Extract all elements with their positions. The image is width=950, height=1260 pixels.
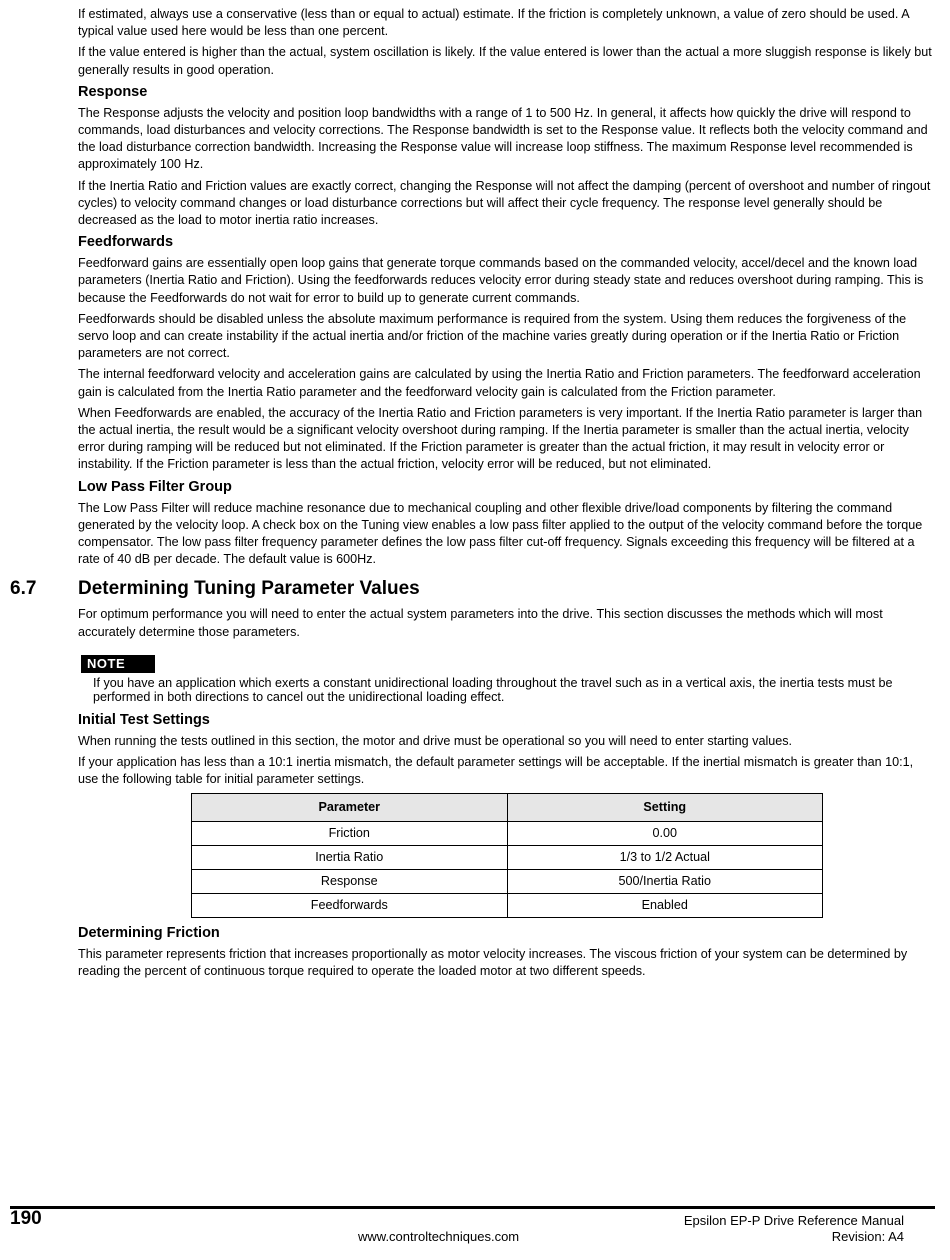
revision-label: Revision: A4 bbox=[831, 1229, 904, 1244]
table-cell-parameter: Response bbox=[192, 869, 508, 893]
page-number: 190 bbox=[10, 1208, 42, 1229]
feedforwards-paragraph-3: The internal feedforward velocity and acceleration gains are calculated by using the Inertia Ratio and Friction parameters. The feedforward acceleration gain is calculated from the Inertia Ratio parameter and the feedforward velocity gain is calculated from the Friction parameter. bbox=[78, 367, 921, 399]
initial-paragraph-1: When running the tests outlined in this section, the motor and drive must be operational so you will need to enter starting values. bbox=[78, 733, 793, 748]
note-badge: NOTE bbox=[81, 655, 155, 673]
table-row bbox=[192, 845, 823, 869]
friction-heading: Determining Friction bbox=[78, 924, 220, 941]
feedforwards-paragraph-2: Feedforwards should be disabled unless the absolute maximum performance is required from the system. Using them reduces the forgiveness of the servo loop and can create instability if the actual inertia and/or friction of the machine varies greatly during operation or if the Inertia Ratio or Friction parameters are not correct. bbox=[78, 311, 907, 361]
feedforwards-paragraph-4: When Feedforwards are enabled, the accuracy of the Inertia Ratio and Friction parameters is very important. If the Inertia Ratio parameter is larger than the actual inertia, the result would be a significant velocity overshoot during ramping. If the Inertia parameter is smaller than the actual inertia, velocity error during ramping will be reduced but not eliminated. If the Friction parameter is greater than the actual friction, it may result in velocity error or instability. If the Friction parameter is less than the actual friction, velocity error will be reduced, but not eliminated. bbox=[78, 405, 923, 472]
table-header-row bbox=[192, 793, 823, 821]
lowpass-heading: Low Pass Filter Group bbox=[78, 478, 232, 495]
table-cell-setting: 1/3 to 1/2 Actual bbox=[507, 845, 823, 869]
response-paragraph-2: If the Inertia Ratio and Friction values are exactly correct, changing the Response will not affect the damping (percent of overshoot and number of ringout cycles) to velocity command changes or load disturbance corrections but will affect their cycle frequency. The response level generally should be decreased as the load to motor inertia ratio increases. bbox=[78, 178, 931, 228]
table-cell-parameter: Inertia Ratio bbox=[192, 845, 508, 869]
table-header-parameter: Parameter bbox=[192, 793, 508, 821]
response-paragraph-1: The Response adjusts the velocity and position loop bandwidths with a range of 1 to 500 Hz. In general, it affects how quickly the drive will respond to commands, load disturbances and velocity corrections. The Response bandwidth is set to the Response value. It reflects both the velocity command and the load disturbance correction bandwidth. Increasing the Response value will increase loop stiffness. The maximum Response level recommended is approximately 100 Hz. bbox=[78, 105, 928, 172]
section-title bbox=[10, 578, 934, 600]
response-heading: Response bbox=[78, 83, 148, 100]
intro-paragraph-1: If estimated, always use a conservative (less than or equal to actual) estimate. If the friction is completely unknown, a value of zero should be used. A typical value used here would be less than one percent. bbox=[78, 7, 909, 39]
section-paragraph-1: For optimum performance you will need to enter the actual system parameters into the drive. This section discusses the methods which will most accurately determine those parameters. bbox=[78, 607, 883, 639]
table-cell-setting: 0.00 bbox=[507, 821, 823, 845]
table-row bbox=[192, 821, 823, 845]
lowpass-paragraph-1: The Low Pass Filter will reduce machine resonance due to mechanical coupling and other flexible drive/load components by filtering the command generated by the velocity loop. A check box on the Tuning view enables a low pass filter applied to the output of the velocity command before the torque compensator. The low pass filter frequency parameter defines the low pass filter cut-off frequency. Signals exceeding this frequency will be filtered at a rate of 40 dB per decade. The default value is 600Hz. bbox=[78, 500, 923, 567]
initial-parameter-table bbox=[191, 793, 823, 918]
page-content bbox=[10, 6, 934, 984]
table-cell-setting: 500/Inertia Ratio bbox=[507, 869, 823, 893]
website-link[interactable]: www.controltechniques.com bbox=[358, 1229, 520, 1244]
intro-paragraph-2: If the value entered is higher than the actual, system oscillation is likely. If the value entered is lower than the actual a more sluggish response is likely but generally results in good operation. bbox=[78, 45, 932, 77]
feedforwards-heading: Feedforwards bbox=[78, 234, 174, 251]
manual-title: Epsilon EP-P Drive Reference Manual bbox=[683, 1213, 904, 1228]
section-number: 6.7 bbox=[10, 578, 37, 600]
table-row bbox=[192, 869, 823, 893]
footer-divider bbox=[10, 1206, 935, 1209]
initial-settings-heading: Initial Test Settings bbox=[78, 711, 210, 728]
table-header-setting: Setting bbox=[507, 793, 823, 821]
friction-paragraph-1: This parameter represents friction that increases proportionally as motor velocity increases. The viscous friction of your system can be determined by reading the percent of continuous torque required to operate the loaded motor at two different speeds. bbox=[78, 946, 908, 978]
initial-paragraph-2: If your application has less than a 10:1 inertia mismatch, the default parameter settings will be acceptable. If the inertial mismatch is greater than 10:1, use the following table for initial parameter settings. bbox=[78, 755, 914, 787]
table-cell-parameter: Friction bbox=[192, 821, 508, 845]
table-cell-parameter: Feedforwards bbox=[192, 893, 508, 917]
note-text: If you have an application which exerts a constant unidirectional loading throughout the travel such as in a vertical axis, the inertia tests must be performed in both directions to cancel out the unidirectional loading effect. bbox=[93, 675, 893, 705]
table-cell-setting: Enabled bbox=[507, 893, 823, 917]
table-row bbox=[192, 893, 823, 917]
section-title-text: Determining Tuning Parameter Values bbox=[78, 578, 420, 600]
feedforwards-paragraph-1: Feedforward gains are essentially open loop gains that generate torque commands based on the commanded velocity, accel/decel and the known load parameters (Inertia Ratio and Friction). Using the feedforwards reduces velocity error during steady state and reduces overshoot during ramping. This is because the Feedforwards do not wait for error to build up to generate current commands. bbox=[78, 256, 924, 305]
